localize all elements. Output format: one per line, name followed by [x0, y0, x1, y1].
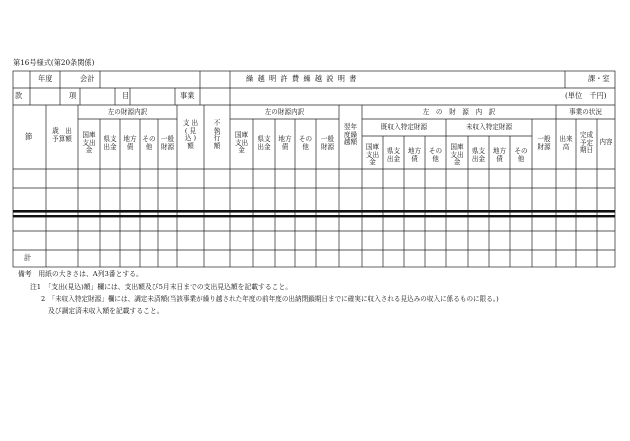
- g1-col-3: その 他: [142, 135, 156, 151]
- g3b-col-2: 地方 債: [492, 147, 507, 163]
- kansei-header: 完成 予定 期日: [579, 131, 594, 155]
- kishuunyu-header: 既収入特定財源: [380, 123, 428, 131]
- saishutsu-header: 歳 出 予算額: [52, 127, 72, 143]
- mishuunyu-header: 未収入特定財源: [465, 123, 513, 131]
- g3a-col-0: 国庫 支出 金: [365, 143, 380, 167]
- group1-header: 左の財源内訳: [107, 108, 148, 116]
- g3a-col-3: その 他: [428, 147, 443, 163]
- kaikei-label: 会計: [80, 74, 95, 83]
- form-label: 第16号様式(第20条関係): [13, 58, 95, 67]
- setsu-header: 節: [25, 132, 33, 141]
- g1-col-0: 国庫 支出 金: [82, 131, 96, 155]
- g3b-col-3: その 他: [514, 147, 528, 163]
- note-0: 備考 用紙の大きさは、A列3番とする。: [18, 270, 143, 278]
- g3b-col-1: 県支 出金: [471, 147, 486, 163]
- g3a-col-1: 県支 出金: [386, 147, 401, 163]
- g2-col-2: 地方 債: [278, 135, 292, 151]
- ippan-header: 一般 財源: [537, 135, 551, 151]
- g2-col-4: 一般 財源: [320, 135, 335, 151]
- g2-col-1: 県支 出金: [257, 135, 271, 151]
- jigyou-status-header: 事業の状況: [569, 108, 602, 116]
- dekidaka-header: 出来 高: [559, 135, 573, 151]
- shishutsu-header: 支 出 ( 見 込 ) 額: [182, 119, 199, 150]
- unit-label: (単位 千円): [565, 91, 607, 100]
- kan-label: 款: [15, 91, 23, 100]
- note-3: 及び調定済未収入額を記載すること。: [48, 307, 164, 315]
- g3a-col-2: 地方 債: [407, 147, 422, 163]
- note-2: 2 「未収入特定財源」欄には、調定未済額(当該事業が繰り越された年度の前年度の出納閉鎖期日までに確実に収入される見込みの収入に係るものに限る。): [41, 295, 499, 303]
- nendo-label: 年度: [38, 74, 53, 83]
- note-1: 注1 「支出(見込)額」欄には、支出額及び5月末日までの支出見込額を記載すること。: [30, 283, 293, 291]
- jigyou-label: 事業: [180, 91, 195, 100]
- page-title: 繰 越 明 許 費 繰 越 説 明 書: [246, 74, 358, 83]
- kou-label: 項: [69, 91, 77, 100]
- yokunendo-header: 翌年 度繰 越額: [343, 123, 358, 147]
- g1-col-1: 県支 出金: [103, 135, 117, 151]
- dept-label: 課・室: [588, 74, 610, 83]
- g3b-col-0: 国庫 支出 金: [450, 143, 464, 167]
- g2-col-0: 国庫 支出 金: [234, 131, 249, 155]
- moku-label: 目: [122, 91, 130, 100]
- total-label: 計: [24, 253, 32, 262]
- g2-col-3: その 他: [298, 135, 313, 151]
- fushikkou-header: 不 執 行 額: [213, 119, 221, 150]
- naiyou-header: 内容: [599, 138, 613, 146]
- g1-col-4: 一般 財源: [160, 135, 175, 151]
- g1-col-2: 地方 債: [123, 135, 137, 151]
- group3-header: 左 の 財 源 内 訳: [422, 108, 496, 116]
- group2-header: 左の財源内訳: [264, 108, 305, 116]
